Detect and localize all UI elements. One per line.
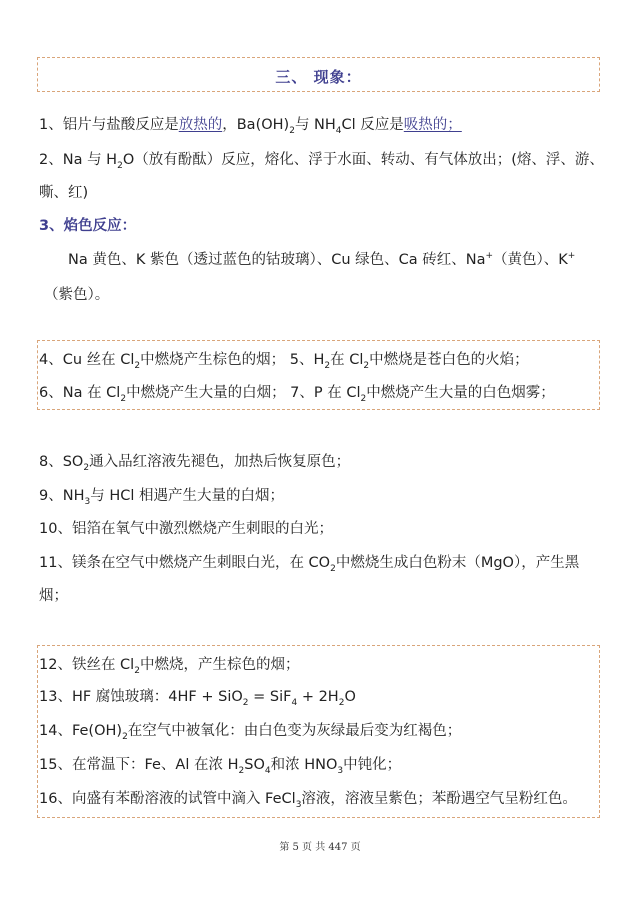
item-4-5: [39, 350, 529, 370]
item-11-line-1: [39, 553, 579, 573]
section-title-box: [37, 57, 600, 92]
item-13-sub-d: 4: [291, 697, 298, 708]
item-3-sup-d: +: [567, 251, 576, 262]
item-9-text-a: 9、NH: [39, 488, 85, 504]
item-13-text-g: O: [344, 689, 356, 705]
page-footer: 第 5 页 共 447 页: [279, 842, 361, 853]
item-11-text-a: 11、镁条在空气中燃烧产生刺眼白光，在 CO: [39, 555, 331, 571]
item-12: [39, 655, 299, 675]
item-15-text-a: 15、在常温下：Fe、Al 在浓 H: [39, 757, 239, 773]
item-3-text-c: （黄色）、K: [493, 252, 568, 268]
item-15-text-g: 中钝化；: [343, 757, 402, 773]
item-4-sub-d: 2: [324, 360, 331, 371]
item-6-text-e: 中燃烧产生大量的白色烟雾；: [366, 385, 555, 401]
item-9-sub: 3: [84, 496, 91, 507]
item-3-heading: 3、焰色反应：: [39, 218, 137, 234]
section-title: 三、 现象：: [275, 68, 362, 86]
item-1-sub-f: 4: [335, 125, 342, 136]
item-8-text-a: 8、SO: [39, 454, 84, 470]
item-11-sub: 2: [330, 563, 336, 574]
item-4-text-g: 中燃烧是苍白色的火焰；: [369, 352, 529, 368]
item-15: [39, 755, 401, 775]
item-6-sub-b: 2: [120, 393, 127, 404]
item-8: [39, 452, 350, 472]
item-16: [39, 789, 577, 809]
item-11-text-c: 中燃烧生成白色粉末（MgO），产生黑: [335, 555, 580, 571]
item-16-text-c: 溶液，溶液呈紫色；苯酚遇空气呈粉红色。: [301, 791, 577, 807]
item-3-sup-b: +: [485, 251, 494, 262]
item-3-line-2: （紫色）。: [44, 287, 110, 303]
item-13: [39, 687, 356, 707]
item-6-7: [39, 383, 555, 403]
item-13-sub-b: 2: [242, 697, 249, 708]
item-12-text-c: 中燃烧，产生棕色的烟；: [139, 657, 300, 673]
item-9: [39, 486, 284, 506]
item-16-sub: 3: [295, 799, 302, 810]
item-6-text-a: 6、Na 在 Cl: [39, 385, 121, 401]
item-15-sub-f: 3: [337, 765, 344, 776]
item-2-text-c: O（放有酚酞）反应，熔化、浮于水面、转动、有气体放出；(熔、浮、游、: [122, 152, 604, 168]
item-1: [39, 115, 462, 135]
item-10: 10、铝箔在氧气中激烈燃烧产生刺眼的白光；: [39, 521, 333, 537]
item-15-sub-b: 2: [238, 765, 245, 776]
item-3-line-1: [68, 250, 575, 270]
item-2-line-1: [39, 150, 604, 170]
item-12-text-a: 12、铁丝在 Cl: [39, 657, 135, 673]
item-1-text-c: ，Ba(OH): [222, 117, 290, 133]
item-15-sub-d: 4: [264, 765, 271, 776]
item-9-text-c: 与 HCl 相遇产生大量的白烟；: [90, 488, 284, 504]
item-3-text-a: Na 黄色、K 紫色（透过蓝色的钴玻璃）、Cu 绿色、Ca 砖红、Na: [68, 252, 486, 268]
item-4-text-e: 在 Cl: [330, 352, 364, 368]
item-6-sub-d: 2: [360, 393, 367, 404]
item-1-text: 1、铝片与盐酸反应是: [39, 117, 179, 133]
item-8-text-c: 通入品红溶液先褪色，加热后恢复原色；: [89, 454, 351, 470]
item-1-exothermic: 放热的: [178, 117, 223, 133]
item-1-sub: 2: [289, 125, 295, 136]
item-1-text-g: Cl 反应是: [341, 117, 404, 133]
item-2-sub: 2: [117, 160, 123, 171]
item-4-sub-b: 2: [134, 360, 141, 371]
item-4-text-c: 中燃烧产生棕色的烟； 5、H: [140, 352, 325, 368]
item-1-endothermic: 吸热的；: [403, 117, 462, 133]
item-13-text-c: = SiF: [248, 689, 292, 705]
item-13-text-a: 13、HF 腐蚀玻璃：4HF + SiO: [39, 689, 243, 705]
item-15-text-e: 和浓 HNO: [270, 757, 338, 773]
item-14-sub: 2: [122, 731, 128, 742]
item-14-text-c: 在空气中被氧化：由白色变为灰绿最后变为红褐色；: [127, 723, 462, 739]
item-11-line-2: 烟；: [39, 588, 68, 604]
item-1-text-e: 与 NH: [294, 117, 336, 133]
item-13-sub-f: 2: [338, 697, 345, 708]
item-4-sub-f: 2: [363, 360, 370, 371]
item-6-text-c: 中燃烧产生大量的白烟； 7、P 在 Cl: [126, 385, 361, 401]
item-14-text-a: 14、Fe(OH): [39, 723, 123, 739]
item-14: [39, 721, 461, 741]
item-2-text-a: 2、Na 与 H: [39, 152, 118, 168]
item-4-text-a: 4、Cu 丝在 Cl: [39, 352, 135, 368]
item-2-line-2: 嘶、红): [39, 185, 89, 201]
item-16-text-a: 16、向盛有苯酚溶液的试管中滴入 FeCl: [39, 791, 296, 807]
item-12-sub: 2: [134, 665, 140, 676]
item-8-sub: 2: [83, 462, 90, 473]
item-15-text-c: SO: [244, 757, 265, 773]
item-13-text-e: + 2H: [297, 689, 339, 705]
